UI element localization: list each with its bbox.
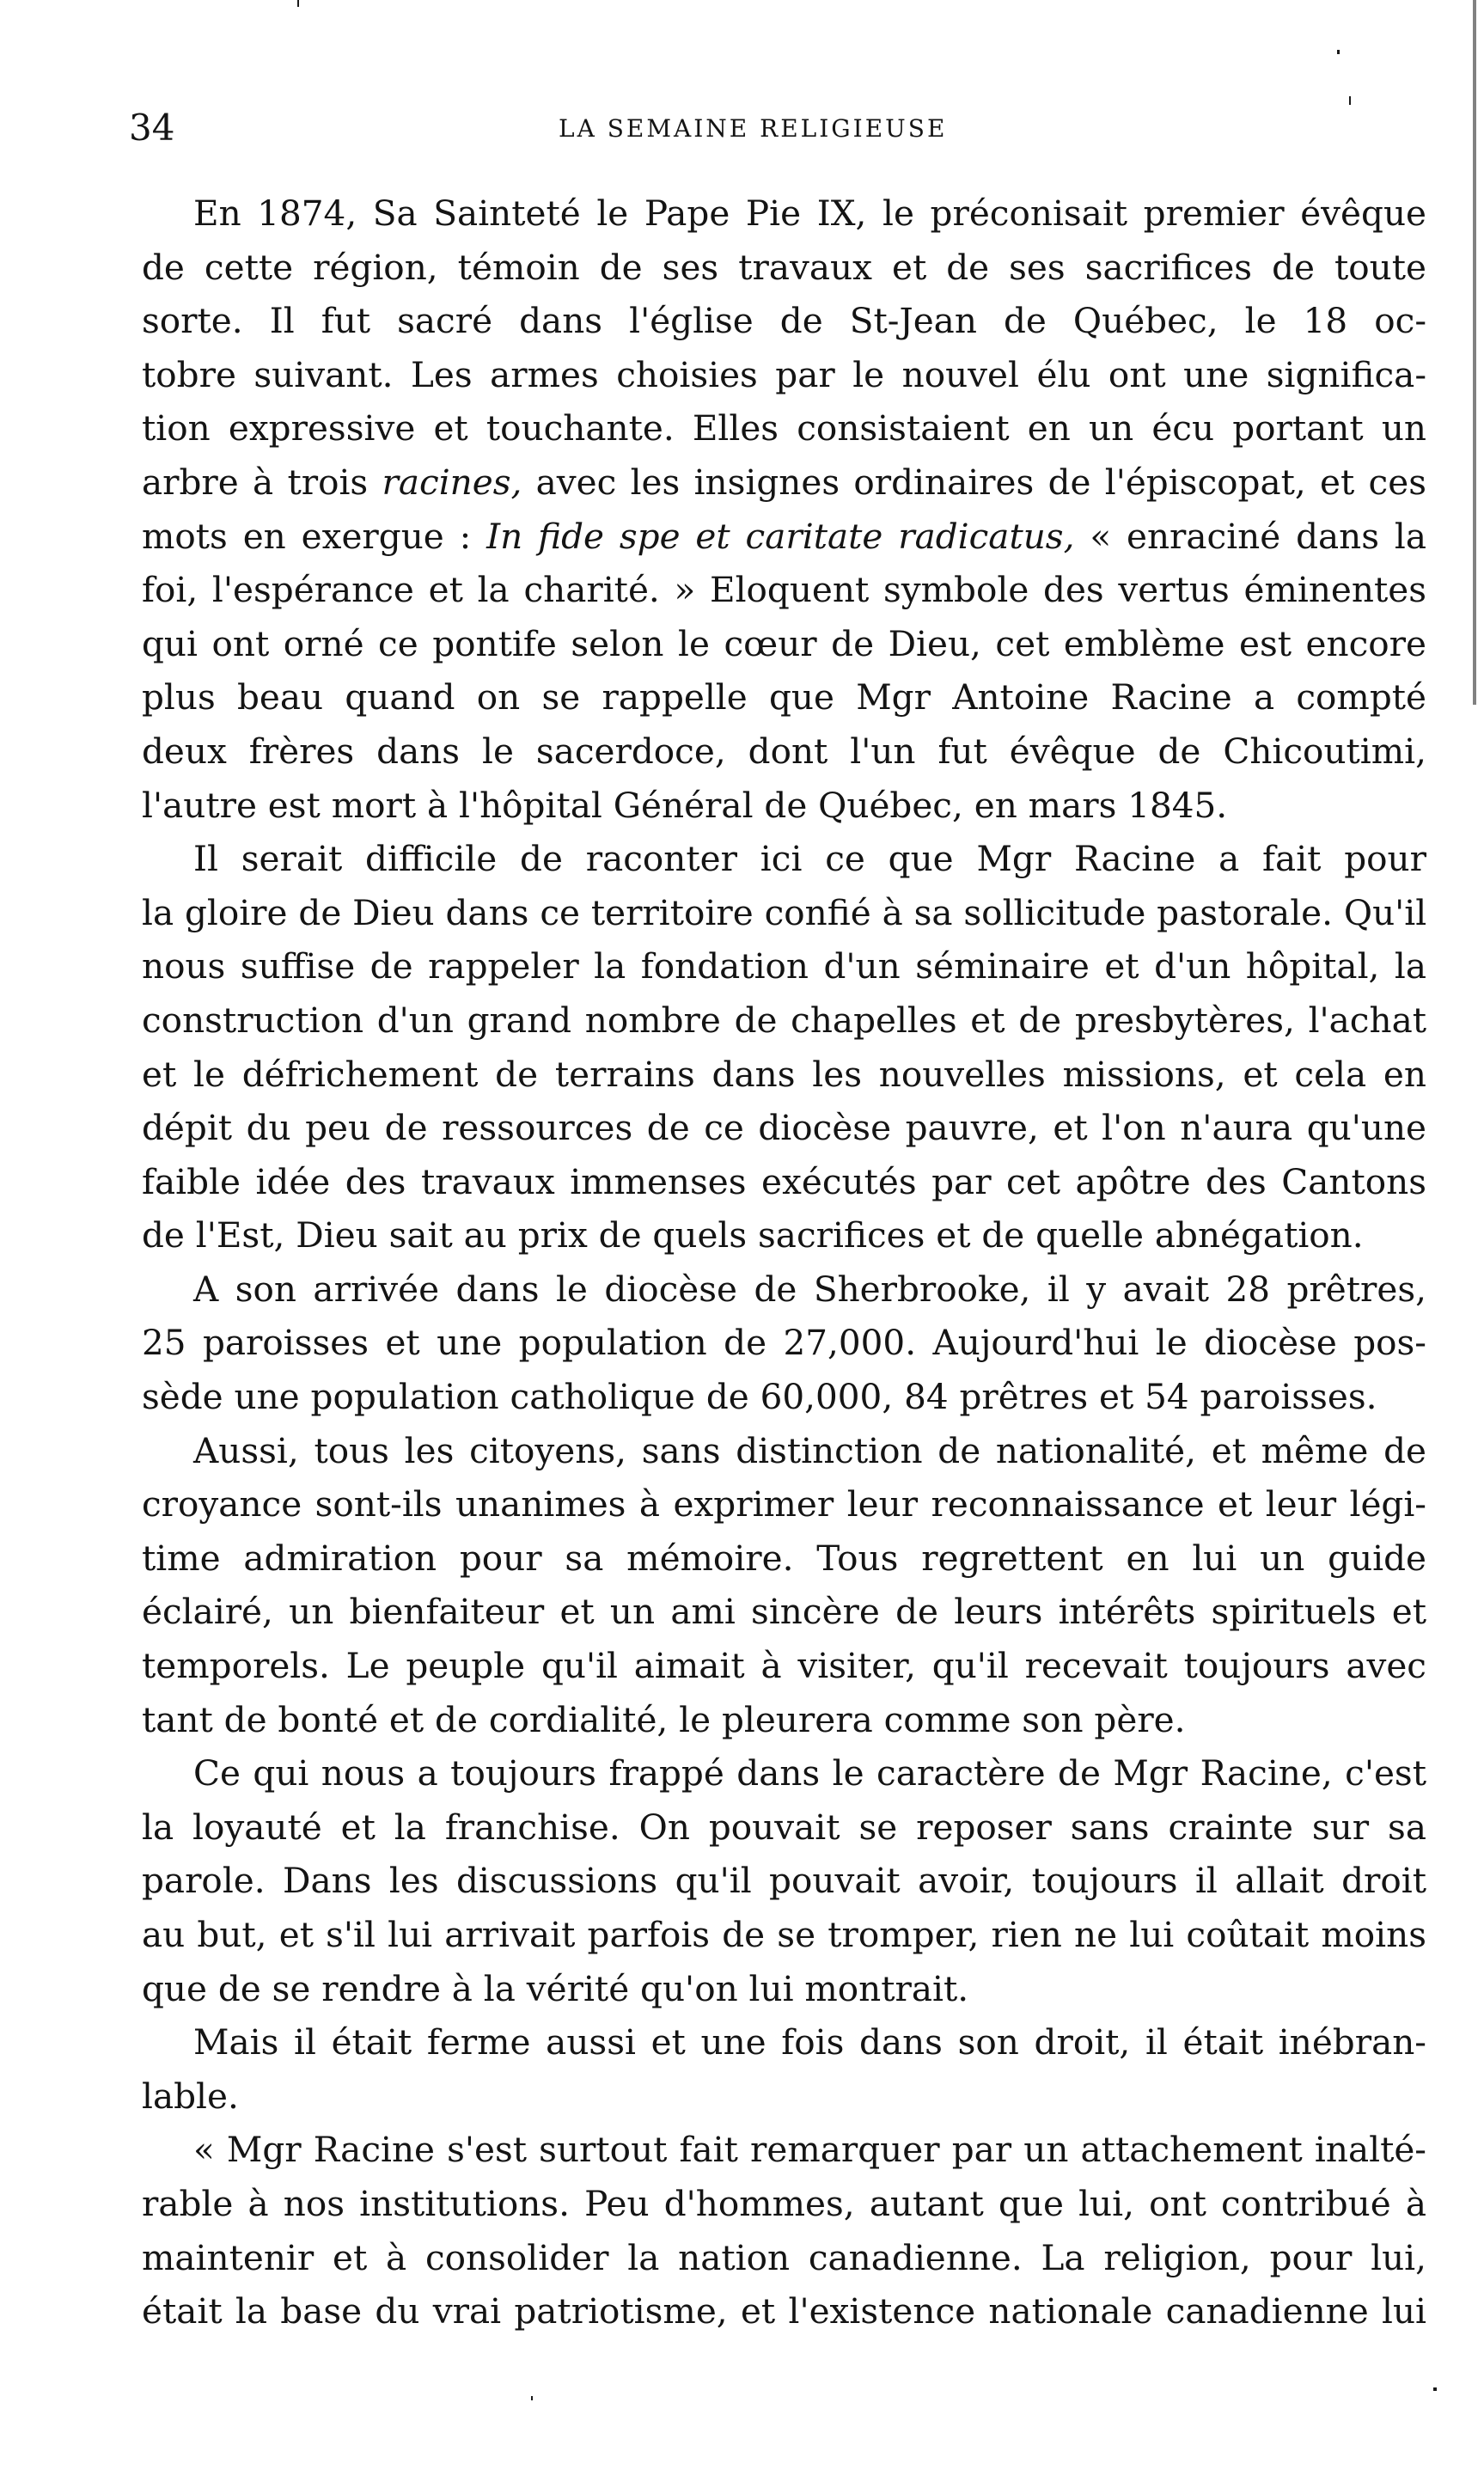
page-number: 34 xyxy=(129,107,175,149)
text-line: construction d'un grand nombre de chapelles et de presbytères, l'achat xyxy=(142,999,1426,1041)
text-line: foi, l'espérance et la charité. » Eloquent symbole des vertus éminentes xyxy=(142,569,1426,611)
text-line: lable. xyxy=(142,2075,239,2117)
text-line: En 1874, Sa Sainteté le Pape Pie IX, le préconisait premier évêque xyxy=(193,193,1426,234)
text-line: de cette région, témoin de ses travaux et de ses sacrifices de toute xyxy=(142,246,1426,288)
text-line: l'autre est mort à l'hôpital Général de Québec, en mars 1845. xyxy=(142,784,1228,826)
text-line: croyance sont-ils unanimes à exprimer leur reconnaissance et leur légi- xyxy=(142,1483,1426,1525)
text-line: Il serait difficile de raconter ici ce que Mgr Racine a fait pour xyxy=(193,838,1426,880)
text-line: Aussi, tous les citoyens, sans distinction de nationalité, et même de xyxy=(193,1429,1426,1471)
text-line xyxy=(142,455,1426,510)
text-line xyxy=(142,510,1426,564)
text-line: time admiration pour sa mémoire. Tous regrettent en lui un guide xyxy=(142,1537,1426,1579)
text-run: avec les insignes ordinaires de l'épiscopat, et ces xyxy=(522,461,1426,503)
scan-speck xyxy=(1433,2387,1437,2391)
text-line: et le défrichement de terrains dans les nouvelles missions, et cela en xyxy=(142,1053,1426,1095)
running-head: LA SEMAINE RELIGIEUSE xyxy=(559,114,948,143)
text-line: était la base du vrai patriotisme, et l'existence nationale canadienne lui xyxy=(142,2290,1426,2332)
text-line: au but, et s'il lui arrivait parfois de se tromper, rien ne lui coûtait moins xyxy=(142,1914,1426,1955)
text-line: Mais il était ferme aussi et une fois dans son droit, il était inébran- xyxy=(193,2021,1426,2063)
text-line: tion expressive et touchante. Elles consistaient en un écu portant un xyxy=(142,407,1426,449)
text-line: plus beau quand on se rappelle que Mgr Antoine Racine a compté xyxy=(142,676,1426,718)
scan-speck xyxy=(1349,96,1351,105)
scan-speck xyxy=(531,2396,533,2400)
text-line: de l'Est, Dieu sait au prix de quels sacrifices et de quelle abnégation. xyxy=(142,1214,1364,1256)
text-line: « Mgr Racine s'est surtout fait remarquer par un attachement inalté- xyxy=(193,2129,1426,2171)
text-run: mots en exergue : xyxy=(142,515,487,557)
text-run: « enraciné dans la xyxy=(1074,515,1427,557)
text-run: arbre à trois xyxy=(142,461,382,503)
text-line: qui ont orné ce pontife selon le cœur de Dieu, cet emblème est encore xyxy=(142,622,1426,664)
scan-edge xyxy=(1473,0,1476,705)
text-line: la gloire de Dieu dans ce territoire confié à sa sollicitude pastorale. Qu'il xyxy=(142,891,1427,933)
text-line: temporels. Le peuple qu'il aimait à visiter, qu'il recevait toujours avec xyxy=(142,1645,1426,1687)
scan-speck xyxy=(297,0,299,7)
text-line: sorte. Il fut sacré dans l'église de St-Jean de Québec, le 18 oc- xyxy=(142,300,1426,342)
text-line: A son arrivée dans le diocèse de Sherbrooke, il y avait 28 prêtres, xyxy=(193,1268,1426,1310)
text-line: tant de bonté et de cordialité, le pleurera comme son père. xyxy=(142,1698,1186,1740)
text-line: rable à nos institutions. Peu d'hommes, autant que lui, ont contribué à xyxy=(142,2182,1426,2224)
italic-run: racines, xyxy=(382,461,522,503)
text-line: sède une population catholique de 60,000, 84 prêtres et 54 paroisses. xyxy=(142,1376,1377,1418)
body-text xyxy=(142,186,1426,2338)
text-line: que de se rendre à la vérité qu'on lui montrait. xyxy=(142,1967,969,2009)
text-line: 25 paroisses et une population de 27,000. Aujourd'hui le diocèse pos- xyxy=(142,1322,1426,1364)
italic-run: In fide spe et caritate radicatus, xyxy=(486,515,1075,557)
text-line: éclairé, un bienfaiteur et un ami sincère de leurs intérêts spirituels et xyxy=(142,1591,1426,1633)
text-line: nous suffise de rappeler la fondation d'un séminaire et d'un hôpital, la xyxy=(142,945,1426,987)
text-line: la loyauté et la franchise. On pouvait se reposer sans crainte sur sa xyxy=(142,1806,1426,1848)
text-line: parole. Dans les discussions qu'il pouvait avoir, toujours il allait droit xyxy=(142,1860,1426,1902)
text-line: Ce qui nous a toujours frappé dans le caractère de Mgr Racine, c'est xyxy=(193,1752,1426,1794)
text-line: maintenir et à consolider la nation canadienne. La religion, pour lui, xyxy=(142,2236,1426,2278)
text-line: faible idée des travaux immenses exécutés par cet apôtre des Cantons xyxy=(142,1160,1426,1202)
text-line: tobre suivant. Les armes choisies par le nouvel élu ont une significa- xyxy=(142,353,1426,395)
text-line: dépit du peu de ressources de ce diocèse pauvre, et l'on n'aura qu'une xyxy=(142,1107,1426,1149)
text-line: deux frères dans le sacerdoce, dont l'un fut évêque de Chicoutimi, xyxy=(142,730,1426,772)
scan-speck xyxy=(1337,50,1340,54)
